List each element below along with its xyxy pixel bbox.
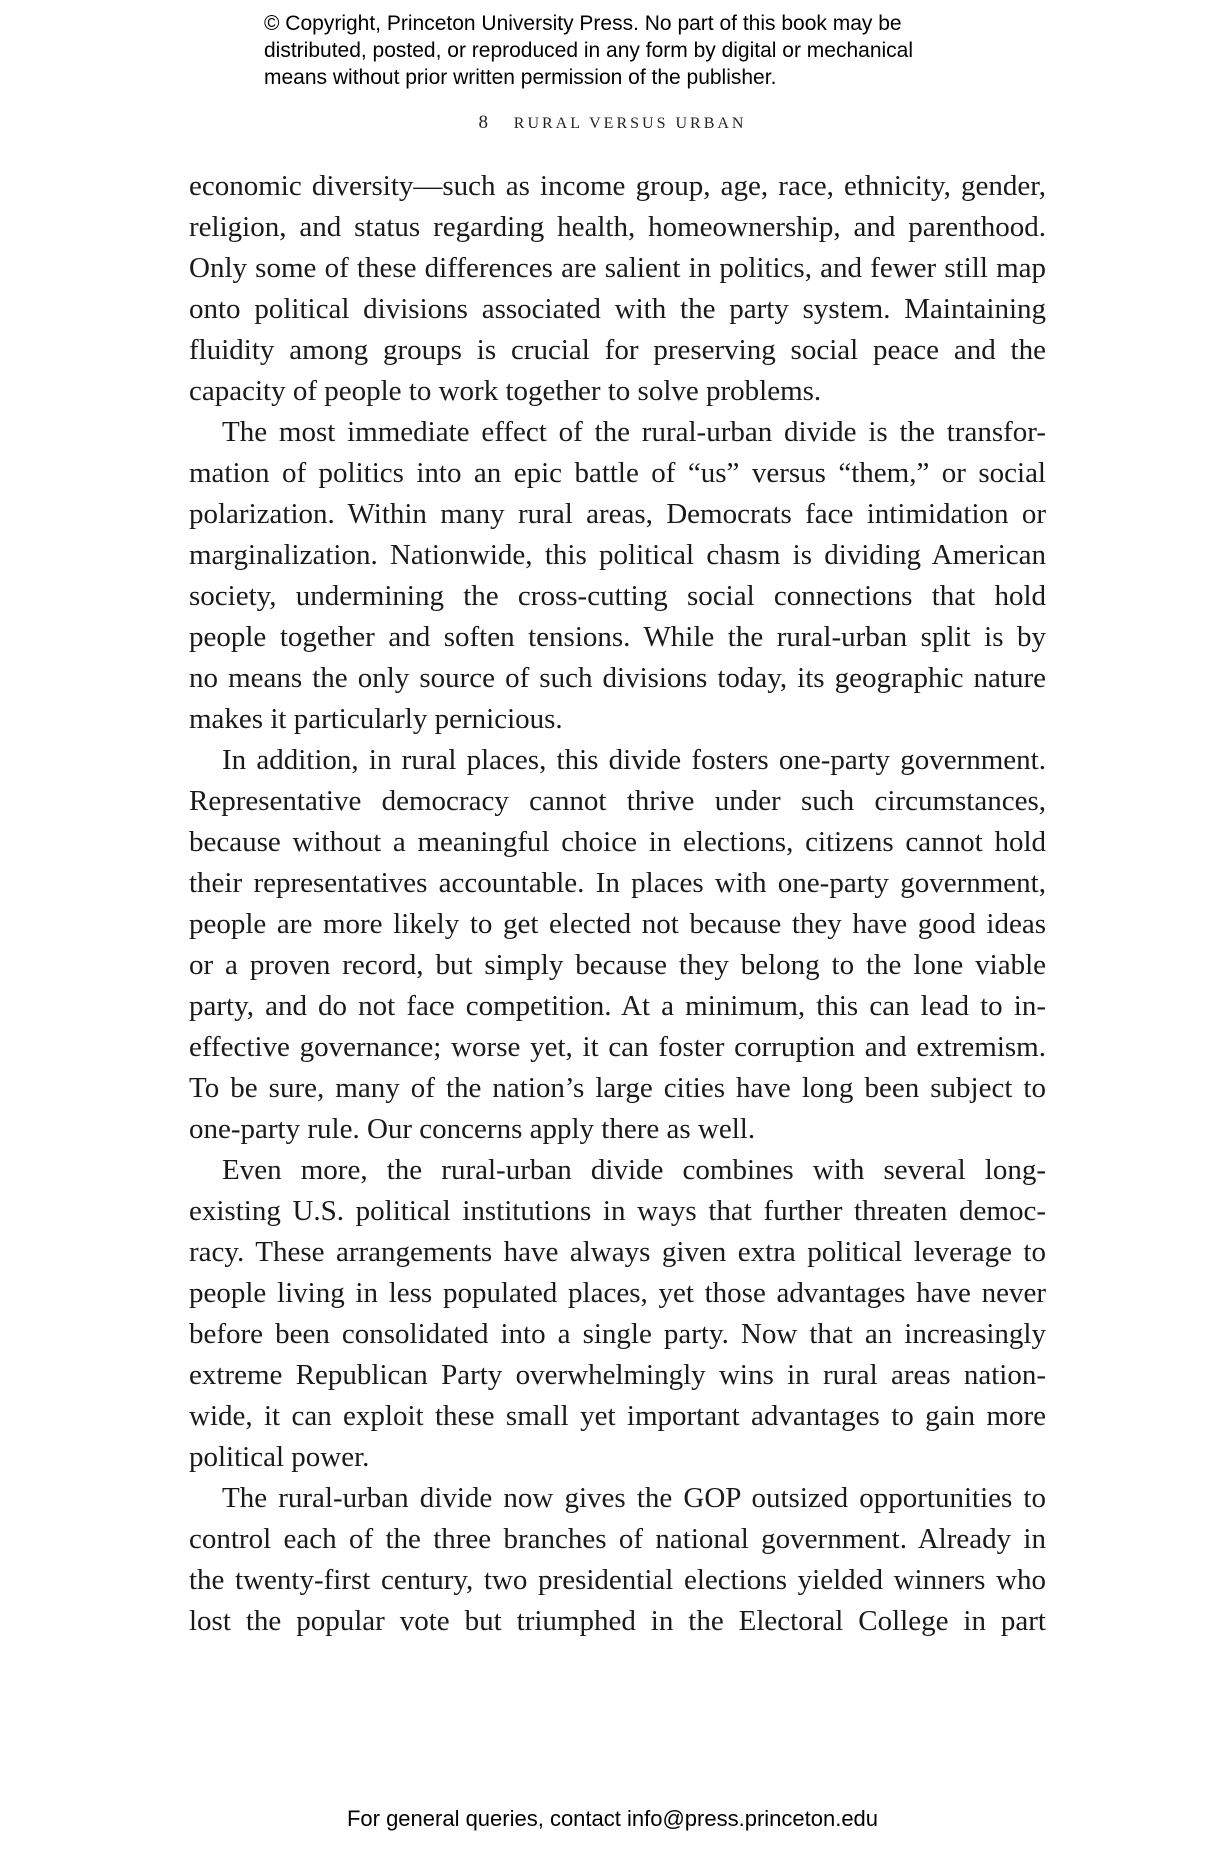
text-line: wide, it can exploit these small yet important advantages to gain more bbox=[189, 1400, 1046, 1432]
footer-contact: For general queries, contact info@press.princeton.edu bbox=[346, 1806, 879, 1831]
text-line: economic diversity—such as income group, age, race, ethnicity, gender, bbox=[189, 170, 1046, 202]
text-line: fluidity among groups is crucial for preserving social peace and the bbox=[189, 334, 1046, 366]
body-text bbox=[189, 166, 1046, 1642]
text-line: polarization. Within many rural areas, Democrats face intimidation or bbox=[189, 498, 1046, 530]
text-line: makes it particularly pernicious. bbox=[189, 703, 563, 735]
text-line: society, undermining the cross-cutting social connections that hold bbox=[189, 580, 1046, 612]
text-line: The most immediate effect of the rural-urban divide is the transfor- bbox=[222, 416, 1046, 448]
text-line: people together and soften tensions. While the rural-urban split is by bbox=[189, 621, 1046, 653]
text-line: people are more likely to get elected not because they have good ideas bbox=[189, 908, 1046, 940]
running-head-title: RURAL VERSUS URBAN bbox=[513, 115, 747, 132]
text-line: racy. These arrangements have always given extra political leverage to bbox=[189, 1236, 1046, 1268]
text-line: party, and do not face competition. At a minimum, this can lead to in- bbox=[189, 990, 1046, 1022]
text-line: extreme Republican Party overwhelmingly wins in rural areas nation- bbox=[189, 1359, 1046, 1391]
text-line: their representatives accountable. In places with one-party government, bbox=[189, 867, 1046, 899]
text-line: mation of politics into an epic battle of “us” versus “them,” or social bbox=[189, 457, 1046, 489]
text-line: lost the popular vote but triumphed in the Electoral College in part bbox=[189, 1605, 1046, 1637]
copyright-notice bbox=[264, 10, 984, 91]
text-line: existing U.S. political institutions in ways that further threaten democ- bbox=[189, 1195, 1046, 1227]
text-line: people living in less populated places, yet those advantages have never bbox=[189, 1277, 1046, 1309]
text-line: one-party rule. Our concerns apply there as well. bbox=[189, 1113, 756, 1145]
text-line: or a proven record, but simply because they belong to the lone viable bbox=[189, 949, 1046, 981]
text-line: To be sure, many of the nation’s large cities have long been subject to bbox=[189, 1072, 1046, 1104]
text-line: The rural-urban divide now gives the GOP outsized opportunities to bbox=[222, 1482, 1046, 1514]
copyright-line: distributed, posted, or reproduced in any form by digital or mechanical bbox=[264, 39, 914, 62]
text-line: Representative democracy cannot thrive under such circumstances, bbox=[189, 785, 1046, 817]
running-head bbox=[0, 112, 1225, 134]
text-line: no means the only source of such divisions today, its geographic nature bbox=[189, 662, 1046, 694]
text-line: before been consolidated into a single party. Now that an increasingly bbox=[189, 1318, 1046, 1350]
copyright-line: means without prior written permission of the publisher. bbox=[264, 66, 777, 89]
text-line: onto political divisions associated with the party system. Maintaining bbox=[189, 293, 1046, 325]
text-line: control each of the three branches of national government. Already in bbox=[189, 1523, 1046, 1555]
text-line: religion, and status regarding health, homeownership, and parenthood. bbox=[189, 211, 1046, 243]
copyright-line: © Copyright, Princeton University Press. No part of this book may be bbox=[264, 12, 902, 35]
text-line: marginalization. Nationwide, this political chasm is dividing American bbox=[189, 539, 1046, 571]
text-line: Even more, the rural-urban divide combines with several long- bbox=[222, 1154, 1046, 1186]
text-line: capacity of people to work together to solve problems. bbox=[189, 375, 822, 407]
page-number: 8 bbox=[478, 112, 489, 133]
text-line: political power. bbox=[189, 1441, 370, 1473]
text-line: effective governance; worse yet, it can foster corruption and extremism. bbox=[189, 1031, 1046, 1063]
text-line: In addition, in rural places, this divide fosters one-party government. bbox=[222, 744, 1046, 776]
text-line: because without a meaningful choice in elections, citizens cannot hold bbox=[189, 826, 1046, 858]
text-line: Only some of these differences are salient in politics, and fewer still map bbox=[189, 252, 1046, 284]
text-line: the twenty-first century, two presidential elections yielded winners who bbox=[189, 1564, 1046, 1596]
